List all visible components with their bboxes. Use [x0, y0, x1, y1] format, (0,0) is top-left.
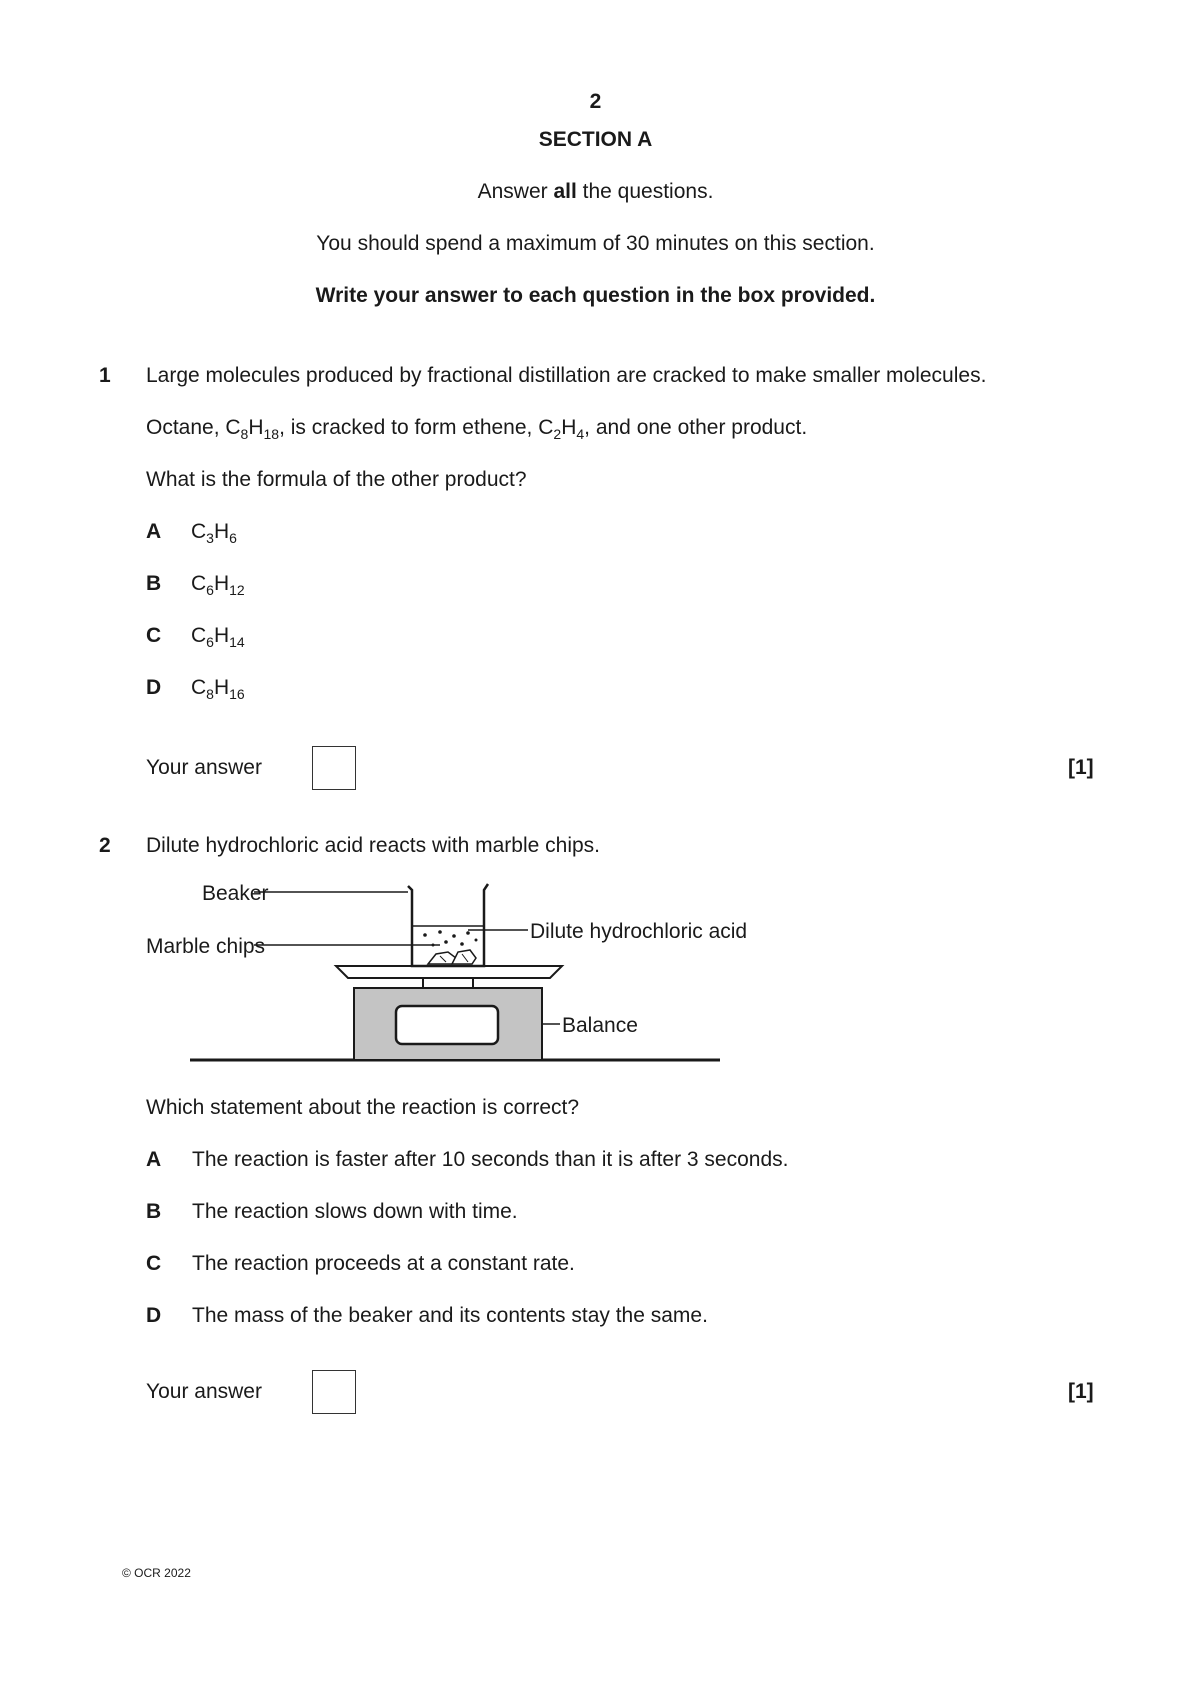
label-beaker: Beaker [202, 882, 269, 905]
option-letter: B [146, 572, 162, 595]
q1-option-c[interactable] [146, 624, 245, 648]
q1-subscript: 2 [553, 426, 562, 442]
option-letter: D [146, 1304, 162, 1327]
label-marble-chips: Marble chips [146, 935, 266, 958]
formula: $C_8H_{16}$ [191, 676, 245, 702]
question-1-text: Large molecules produced by fractional distillation are cracked to make smaller molecules. [146, 364, 987, 387]
question-2-number: 2 [99, 834, 111, 857]
question-2-prompt: Which statement about the reaction is correct? [146, 1096, 580, 1119]
question-1-octane-text [146, 416, 807, 440]
q1-text-part: H [561, 416, 577, 439]
balance-pan [336, 966, 562, 978]
instruction-answer-all [0, 180, 1191, 204]
option-text: The mass of the beaker and its contents stay the same. [192, 1304, 708, 1327]
balance-display [396, 1006, 498, 1044]
option-letter: A [146, 1148, 162, 1171]
q1-marks: [1] [1068, 756, 1094, 779]
q1-option-a[interactable] [146, 520, 237, 544]
option-letter: B [146, 1200, 162, 1223]
q1-text-part: , and one other product. [584, 416, 808, 439]
q2-option-c[interactable] [146, 1252, 575, 1276]
q2-answer-label: Your answer [146, 1380, 262, 1403]
q1-option-b[interactable] [146, 572, 245, 596]
instruction-emphasis: all [553, 180, 577, 203]
q1-subscript: 18 [263, 426, 280, 442]
q1-answer-box[interactable] [312, 746, 356, 790]
reaction-diagram [140, 870, 840, 1070]
label-balance: Balance [562, 1014, 638, 1037]
question-2-text: Dilute hydrochloric acid reacts with marble chips. [146, 834, 601, 857]
q2-option-d[interactable] [146, 1304, 708, 1328]
formula: $C_3H_6$ [191, 520, 237, 546]
formula: $C_6H_{12}$ [191, 572, 245, 598]
option-text: The reaction is faster after 10 seconds than it is after 3 seconds. [192, 1148, 789, 1171]
q1-text-part: H [248, 416, 264, 439]
q2-option-a[interactable] [146, 1148, 788, 1172]
bubbles [423, 930, 477, 946]
question-1-prompt: What is the formula of the other product? [146, 468, 527, 491]
option-letter: C [146, 1252, 162, 1275]
q1-answer-label: Your answer [146, 756, 262, 779]
option-letter: D [146, 676, 162, 699]
instruction-time: You should spend a maximum of 30 minutes on this section. [316, 232, 875, 255]
option-letter: A [146, 520, 162, 543]
option-letter: C [146, 624, 162, 647]
copyright-footer: © OCR 2022 [122, 1566, 191, 1580]
q1-text-part: , is cracked to form ethene, C [279, 416, 554, 439]
page-number: 2 [589, 90, 602, 113]
q1-option-d[interactable] [146, 676, 245, 700]
q2-marks: [1] [1068, 1380, 1094, 1403]
instruction-text: the questions. [576, 180, 714, 203]
instruction-box: Write your answer to each question in the box provided. [315, 284, 876, 307]
q1-text-part: Octane, C [146, 416, 241, 439]
option-text: The reaction proceeds at a constant rate. [192, 1252, 575, 1275]
label-acid: Dilute hydrochloric acid [530, 920, 748, 943]
q2-option-b[interactable] [146, 1200, 518, 1224]
marble-chips [428, 950, 476, 964]
section-title: SECTION A [538, 128, 653, 151]
q1-subscript: 4 [576, 426, 585, 442]
formula: $C_6H_{14}$ [191, 624, 245, 650]
question-1-number: 1 [99, 364, 111, 387]
q2-answer-box[interactable] [312, 1370, 356, 1414]
q1-subscript: 8 [240, 426, 249, 442]
instruction-text: Answer [477, 180, 554, 203]
option-text: The reaction slows down with time. [192, 1200, 518, 1223]
